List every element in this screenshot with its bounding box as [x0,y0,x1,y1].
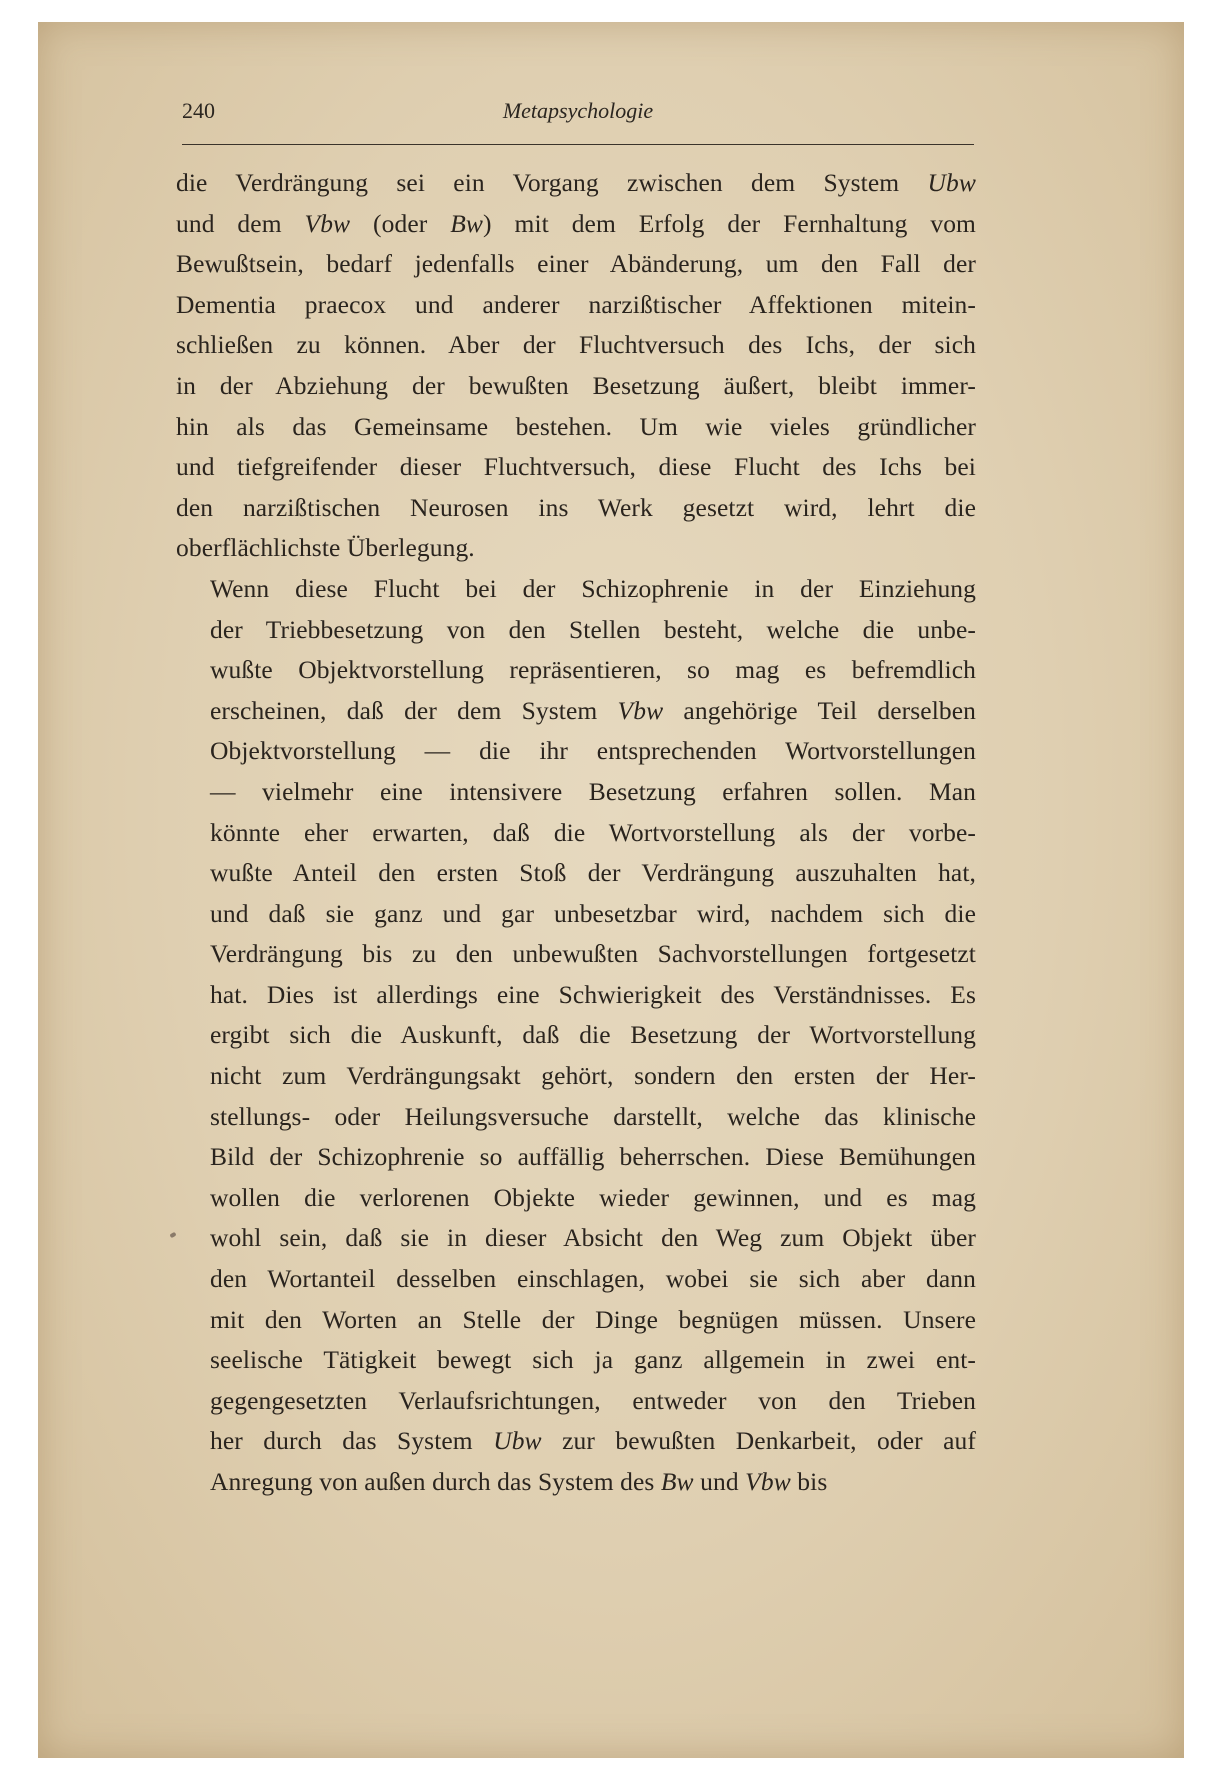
text-line: schließen zu können. Aber der Fluchtversuch des Ichs, der sich [176,330,976,360]
text-line: gegengesetzten Verlaufsrichtungen, entweder von den Trieben [210,1385,976,1415]
paragraph [176,569,976,1503]
text-line: Verdrängung bis zu den unbewußten Sachvorstellungen fortgesetzt [210,939,976,969]
text-line: ergibt sich die Auskunft, daß die Besetzung der Wortvorstellung [210,1020,976,1050]
text-line: könnte eher erwarten, daß die Wortvorstellung als der vorbe- [210,817,976,847]
text-line: der Triebbesetzung von den Stellen besteht, welche die unbe- [210,614,976,644]
text-line: wohl sein, daß sie in dieser Absicht den Weg zum Objekt über [210,1223,976,1253]
text-line: stellungs- oder Heilungsversuche darstellt, welche das klinische [210,1101,976,1131]
page-number: 240 [182,98,215,123]
text-line: und daß sie ganz und gar unbesetzbar wird, nachdem sich die [210,898,976,928]
text-line: in der Abziehung der bewußten Besetzung äußert, bleibt immer- [176,370,976,400]
header-rule [182,144,974,145]
text-line: — vielmehr eine intensivere Besetzung erfahren sollen. Man [210,776,976,806]
text-line: mit den Worten an Stelle der Dinge begnügen müssen. Unsere [210,1304,976,1334]
text-line: Bild der Schizophrenie so auffällig beherrschen. Diese Bemühungen [210,1142,976,1172]
page-header [182,98,974,134]
text-line: erscheinen, daß der dem System Vbw angehörige Teil derselben [210,695,976,725]
text-line: und dem Vbw (oder Bw) mit dem Erfolg der Fernhaltung vom [176,208,976,238]
text-line: wollen die verlorenen Objekte wieder gewinnen, und es mag [210,1182,976,1212]
text-line: hin als das Gemeinsame bestehen. Um wie vieles gründlicher [176,411,976,441]
text-line: die Verdrängung sei ein Vorgang zwischen dem System Ubw [176,168,976,197]
text-line: Anregung von außen durch das System des Bw und Vbw bis [210,1467,828,1496]
running-title: Metapsychologie [502,98,654,123]
text-line: den narzißtischen Neurosen ins Werk gesetzt wird, lehrt die [176,492,976,522]
text-line: Dementia praecox und anderer narzißtischer Affektionen mitein- [176,289,976,319]
paragraph [176,163,976,569]
text-line: seelische Tätigkeit bewegt sich ja ganz allgemein in zwei ent- [210,1345,976,1375]
text-line: nicht zum Verdrängungsakt gehört, sondern den ersten der Her- [210,1061,976,1091]
text-line: wußte Anteil den ersten Stoß der Verdrängung auszuhalten hat, [210,858,976,888]
text-line: und tiefgreifender dieser Fluchtversuch, diese Flucht des Ichs bei [176,452,976,482]
text-line: Objektvorstellung — die ihr entsprechenden Wortvorstellungen [210,736,976,766]
text-line: oberflächlichste Überlegung. [176,533,475,563]
text-line: Wenn diese Flucht bei der Schizophrenie in der Einziehung [210,573,976,603]
text-line: hat. Dies ist allerdings eine Schwierigkeit des Verständnisses. Es [210,979,976,1009]
text-line: Bewußtsein, bedarf jedenfalls einer Abänderung, um den Fall der [176,249,976,279]
text-line: wußte Objektvorstellung repräsentieren, so mag es befremdlich [210,655,976,685]
body-text [176,163,976,1503]
text-line: den Wortanteil desselben einschlagen, wobei sie sich aber dann [210,1264,976,1294]
text-line: her durch das System Ubw zur bewußten Denkarbeit, oder auf [210,1426,977,1456]
